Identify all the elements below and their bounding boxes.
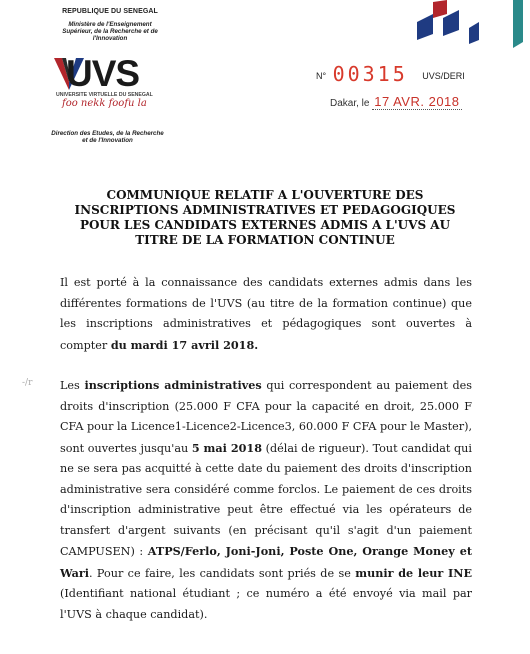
- uvs-logo: [52, 54, 162, 110]
- logo-wordmark: UVS: [66, 53, 140, 94]
- paragraph-text: . Pour ce faire, les candidats sont priés de se: [88, 566, 351, 580]
- communique-title: COMMUNIQUE RELATIF A L'OUVERTURE DES INSCRIPTIONS ADMINISTRATIVES ET PEDAGOGIQUES POUR LES CANDIDATS EXTERNES ADMIS A L'UVS AU TITRE DE LA FORMATION CONTINUE: [74, 188, 456, 247]
- paragraph-text: qui correspondent au paiement des droits d'inscription (25.000 F CFA pour la capacité en droit, 25.000 F CFA pour la Licence1-Licence2-Licence3, 60.000 F CFA pour le Master), sont ouvertes jusqu'au: [60, 379, 472, 455]
- margin-scribble: -/r: [22, 378, 33, 388]
- paragraph-text: (délai de rigueur). Tout candidat qui ne se sera pas acquitté à cette date du paiement des droits d'inscription administrative sera considéré comme forclos. Le paiement de ces droits d'inscription administrative peut être effectué via les opérateurs de transfert d'argent suivants (en précisant qu'il s'agit d'un paiement CAMPUSEN) :: [60, 441, 472, 558]
- opening-date: du mardi 17 avril 2018.: [110, 337, 259, 352]
- deadline-date: 5 mai 2018: [191, 440, 262, 455]
- bold-phrase: inscriptions administratives: [84, 378, 262, 392]
- paragraph-administrative: [60, 375, 472, 625]
- ministry-line: Ministère de l'Enseignement: [68, 21, 152, 28]
- direction-line: et de l'Innovation: [82, 137, 133, 145]
- place-label: Dakar, le: [330, 98, 370, 109]
- date-stamp: 17 AVR. 2018: [374, 94, 460, 109]
- ministry-label: [40, 21, 180, 43]
- reference-code: UVS/DERI: [422, 71, 465, 81]
- paragraph-opening: [60, 273, 472, 356]
- header-left: [40, 8, 180, 43]
- number-label: N°: [316, 71, 327, 81]
- paragraph-text: Les: [60, 379, 80, 392]
- paragraph-text: (Identifiant national étudiant ; ce numéro a été envoyé via mail par l'UVS à chaque candidat).: [60, 587, 472, 621]
- paragraph-text: Il est porté à la connaissance des candidats externes admis dans les différentes formations de l'UVS (au titre de la formation continue) que les inscriptions administratives et pédagogiques sont ouvertes à compter: [60, 276, 472, 352]
- corner-decoration-icon: [405, 0, 530, 48]
- direction-line: Direction des Etudes, de la Recherche: [51, 130, 164, 137]
- ministry-line: l'Innovation: [92, 35, 128, 43]
- ine-requirement: munir de leur INE: [355, 565, 472, 580]
- date-line: [330, 94, 462, 109]
- number-stamp: 00315: [332, 62, 408, 86]
- logo-subtitle: UNIVERSITE VIRTUELLE DU SENEGAL: [56, 92, 153, 98]
- logo-tagline: foo nekk foofu la: [62, 98, 147, 109]
- ministry-line: Supérieur, de la Recherche et de: [62, 28, 158, 36]
- republic-label: REPUBLIQUE DU SENEGAL: [62, 8, 158, 15]
- direction-label: [20, 130, 195, 144]
- payment-operators: ATPS/Ferlo, Joni-Joni, Poste One, Orange Money et Wari: [60, 544, 472, 580]
- reference-number: [316, 62, 465, 86]
